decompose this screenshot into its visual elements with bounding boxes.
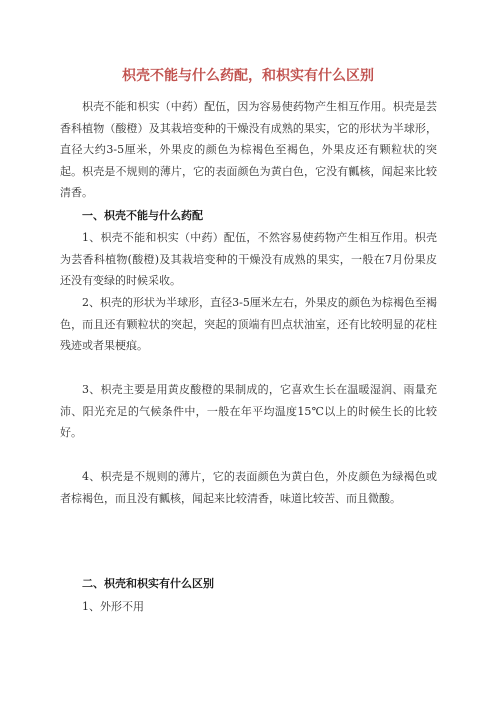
section1-paragraph-4: 4、枳壳是不规则的薄片，它的表面颜色为黄白色，外皮颜色为绿褐色或者棕褐色，而且没有瓤核，闻起来比较清香，味道比较苦、而且微酸。 — [60, 470, 437, 505]
section-heading-2: 二、枳壳和枳实有什么区别 — [82, 577, 214, 590]
intro-paragraph: 枳壳不能和枳实（中药）配伍，因为容易使药物产生相互作用。枳壳是芸香科植物（酸橙）及其栽培变种的干燥没有成熟的果实，它的形状为半球形，直径大约3-5厘米，外果皮的颜色为棕褐色至褐色，外果皮还有颗粒状的突起。枳壳是不规则的薄片，它的表面颜色为黄白色，它没有瓤核，闻起来比较清香。 — [60, 100, 437, 199]
section1-paragraph-3: 3、枳壳主要是用黄皮酸橙的果制成的，它喜欢生长在温暖湿润、雨量充沛、阳光充足的气候条件中，一般在年平均温度15℃以上的时候生长的比较好。 — [60, 383, 437, 439]
section1-paragraph-2: 2、枳壳的形状为半球形，直径3-5厘米左右，外果皮的颜色为棕褐色至褐色，而且还有颗粒状的突起，突起的顶端有凹点状油室，还有比较明显的花柱残迹或者果梗痕。 — [60, 296, 437, 352]
section-heading-1: 一、枳壳不能与什么药配 — [82, 209, 203, 222]
document-title: 枳壳不能与什么药配，和枳实有什么区别 — [122, 68, 374, 84]
section2-paragraph-1: 1、外形不用 — [82, 600, 144, 613]
section1-paragraph-1: 1、枳壳不能和枳实（中药）配伍，不然容易使药物产生相互作用。枳壳为芸香科植物(酸橙)及其栽培变种的干燥没有成熟的果实，一般在7月份果皮还没有变绿的时候采收。 — [60, 231, 437, 287]
